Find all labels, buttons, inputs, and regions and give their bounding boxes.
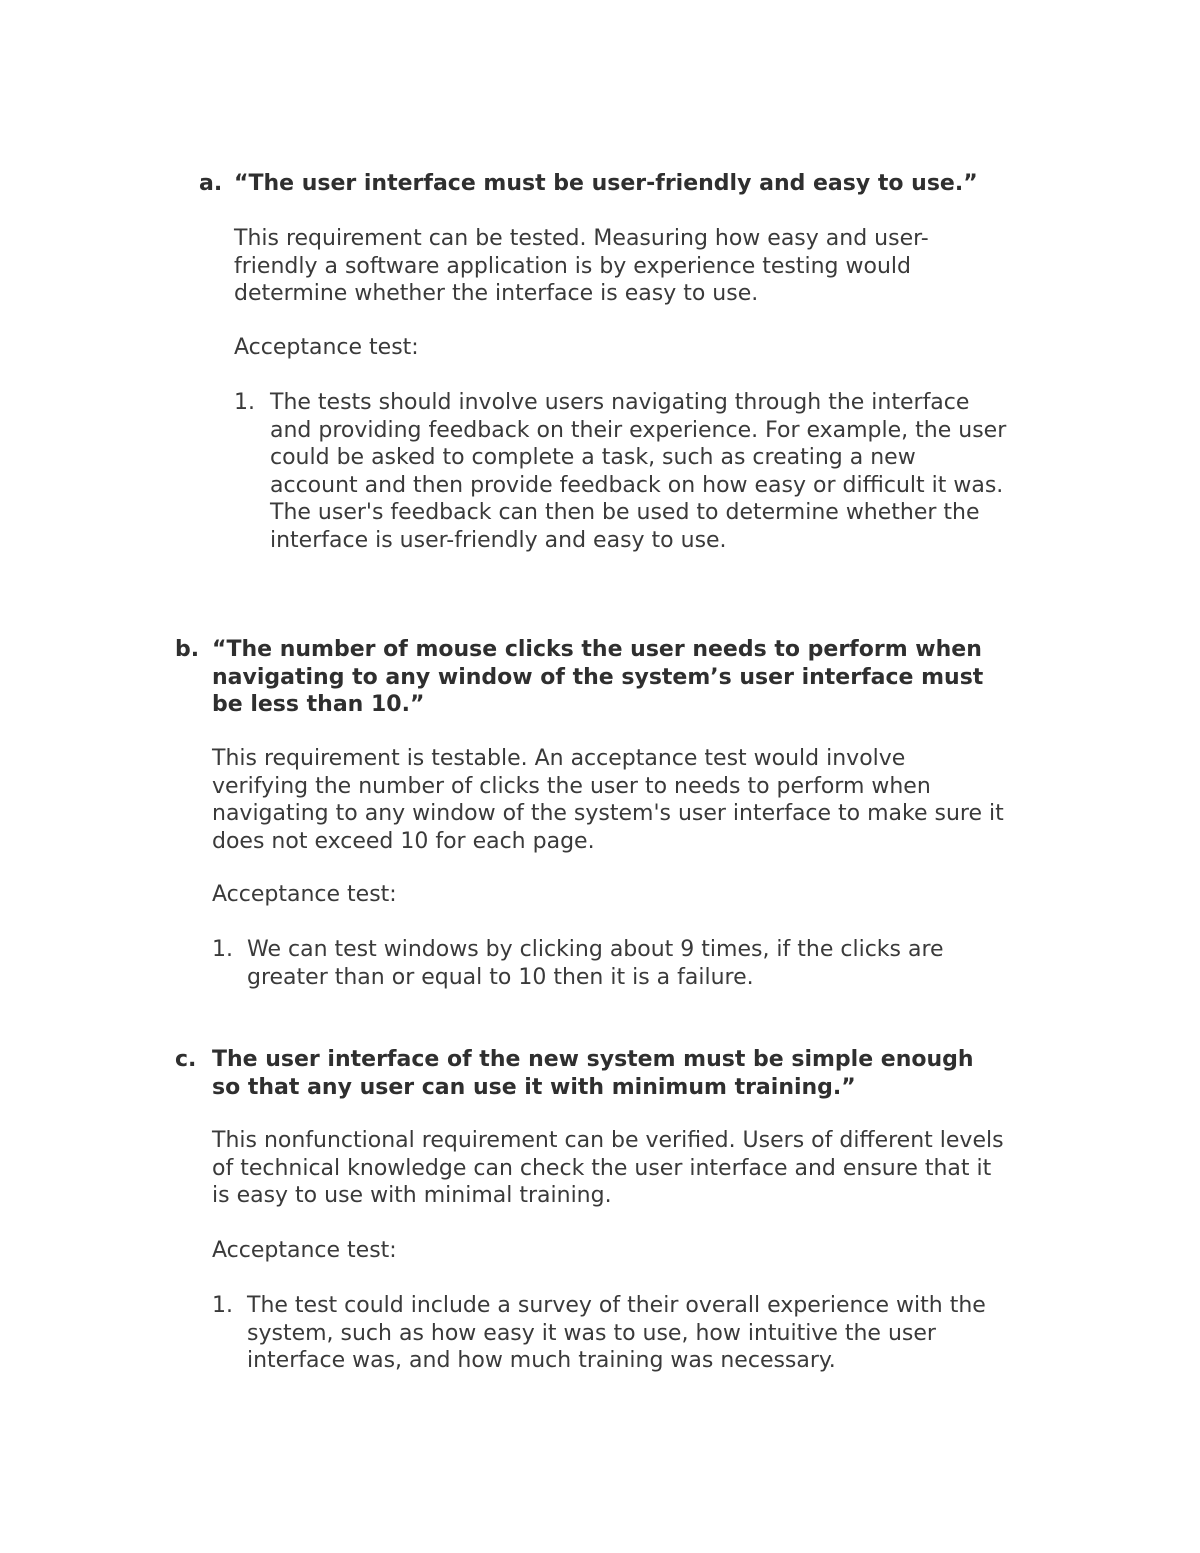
heading-line: The user interface of the new system must be simple enough bbox=[212, 1047, 974, 1072]
section-b-heading bbox=[212, 636, 983, 719]
section-a-item-number: 1. bbox=[234, 390, 255, 415]
section-b-item-text bbox=[247, 936, 944, 991]
item-line: The test could include a survey of their overall experience with the bbox=[247, 1293, 986, 1318]
paragraph-line: is easy to use with minimal training. bbox=[212, 1183, 612, 1208]
section-b-item-number: 1. bbox=[212, 937, 233, 962]
section-b-marker: b. bbox=[175, 637, 200, 662]
section-a-item-text bbox=[270, 389, 1006, 554]
section-c-item-number: 1. bbox=[212, 1293, 233, 1318]
heading-line: be less than 10.” bbox=[212, 692, 425, 717]
section-a-marker: a. bbox=[199, 171, 223, 196]
item-line: account and then provide feedback on how easy or difficult it was. bbox=[270, 472, 1004, 498]
paragraph-line: does not exceed 10 for each page. bbox=[212, 828, 595, 854]
section-a-acceptance-label: Acceptance test: bbox=[234, 335, 419, 360]
item-line: and providing feedback on their experience. For example, the user bbox=[270, 417, 1007, 443]
paragraph-line: navigating to any window of the system's user interface to make sure it bbox=[212, 801, 1004, 826]
item-line: The tests should involve users navigating through the interface bbox=[270, 390, 970, 415]
paragraph-line: of technical knowledge can check the user interface and ensure that it bbox=[212, 1155, 992, 1181]
section-a-paragraph bbox=[234, 225, 929, 308]
section-c-paragraph bbox=[212, 1127, 1004, 1210]
section-c-acceptance-label: Acceptance test: bbox=[212, 1238, 397, 1263]
paragraph-line: verifying the number of clicks the user to needs to perform when bbox=[212, 773, 931, 799]
heading-line: navigating to any window of the system’s user interface must bbox=[212, 664, 984, 690]
item-line: greater than or equal to 10 then it is a failure. bbox=[247, 964, 754, 990]
heading-line: “The number of mouse clicks the user needs to perform when bbox=[212, 637, 982, 662]
paragraph-line: determine whether the interface is easy to use. bbox=[234, 281, 759, 306]
heading-line: “The user interface must be user-friendly and easy to use.” bbox=[234, 171, 978, 196]
section-a-heading bbox=[234, 170, 978, 198]
item-line: The user's feedback can then be used to determine whether the bbox=[270, 500, 980, 525]
section-c-item-text bbox=[247, 1292, 986, 1375]
section-b-acceptance-label: Acceptance test: bbox=[212, 882, 397, 907]
paragraph-line: friendly a software application is by experience testing would bbox=[234, 253, 911, 279]
item-line: system, such as how easy it was to use, how intuitive the user bbox=[247, 1320, 936, 1346]
section-c-marker: c. bbox=[175, 1047, 197, 1072]
paragraph-line: This nonfunctional requirement can be verified. Users of different levels bbox=[212, 1128, 1004, 1153]
item-line: interface was, and how much training was necessary. bbox=[247, 1348, 836, 1373]
section-c-heading bbox=[212, 1046, 974, 1101]
section-b-paragraph bbox=[212, 745, 1004, 855]
item-line: interface is user-friendly and easy to use. bbox=[270, 527, 727, 553]
paragraph-line: This requirement is testable. An acceptance test would involve bbox=[212, 746, 906, 771]
item-line: could be asked to complete a task, such as creating a new bbox=[270, 445, 916, 470]
item-line: We can test windows by clicking about 9 times, if the clicks are bbox=[247, 937, 944, 962]
heading-line: so that any user can use it with minimum training.” bbox=[212, 1074, 856, 1100]
paragraph-line: This requirement can be tested. Measuring how easy and user- bbox=[234, 226, 929, 251]
